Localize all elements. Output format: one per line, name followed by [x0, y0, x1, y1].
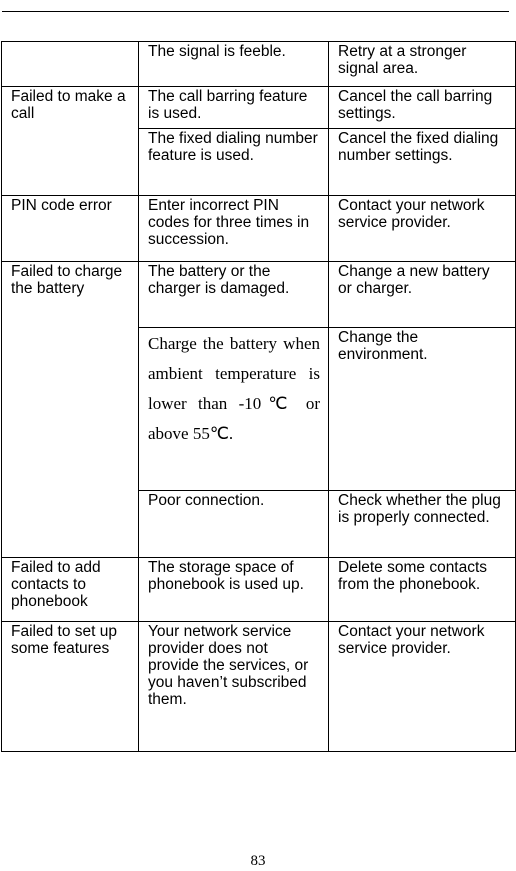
cause-cell: The signal is feeble.	[139, 42, 329, 87]
page-number: 83	[250, 853, 266, 869]
cause-cell: The call barring feature is used.	[139, 87, 329, 129]
solution-cell: Retry at a stronger signal area.	[329, 42, 516, 87]
solution-cell: Change a new battery or charger.	[329, 262, 516, 328]
cause-cell: The storage space of phonebook is used up.	[139, 558, 329, 622]
problem-cell: Failed to charge the battery	[2, 262, 139, 558]
cause-cell: The battery or the charger is damaged.	[139, 262, 329, 328]
solution-cell: Contact your network service provider.	[329, 622, 516, 752]
problem-cell: Failed to set up some features	[2, 622, 139, 752]
problem-cell	[2, 42, 139, 87]
solution-cell: Cancel the call barring settings.	[329, 87, 516, 129]
solution-cell: Delete some contacts from the phonebook.	[329, 558, 516, 622]
table-row	[2, 196, 516, 262]
cause-cell: Enter incorrect PIN codes for three times in succession.	[139, 196, 329, 262]
solution-cell: Change the environment.	[329, 328, 516, 491]
troubleshooting-table	[1, 41, 516, 752]
problem-cell: Failed to make a call	[2, 87, 139, 196]
table-row	[2, 262, 516, 328]
cause-cell: Your network service provider does not provide the services, or you haven’t subscribed them.	[139, 622, 329, 752]
solution-cell: Cancel the fixed dialing number settings.	[329, 129, 516, 196]
solution-cell: Contact your network service provider.	[329, 196, 516, 262]
cause-cell: Poor connection.	[139, 491, 329, 558]
cause-cell: The fixed dialing number feature is used.	[139, 129, 329, 196]
solution-cell: Check whether the plug is properly connected.	[329, 491, 516, 558]
header-rule	[2, 11, 509, 12]
problem-cell: Failed to add contacts to phonebook	[2, 558, 139, 622]
problem-cell: PIN code error	[2, 196, 139, 262]
cause-cell: Charge the battery when ambient temperature is lower than -10℃ or above 55℃.	[139, 328, 329, 491]
table-row	[2, 87, 516, 129]
table-row	[2, 42, 516, 87]
table-row	[2, 622, 516, 752]
table-row	[2, 558, 516, 622]
